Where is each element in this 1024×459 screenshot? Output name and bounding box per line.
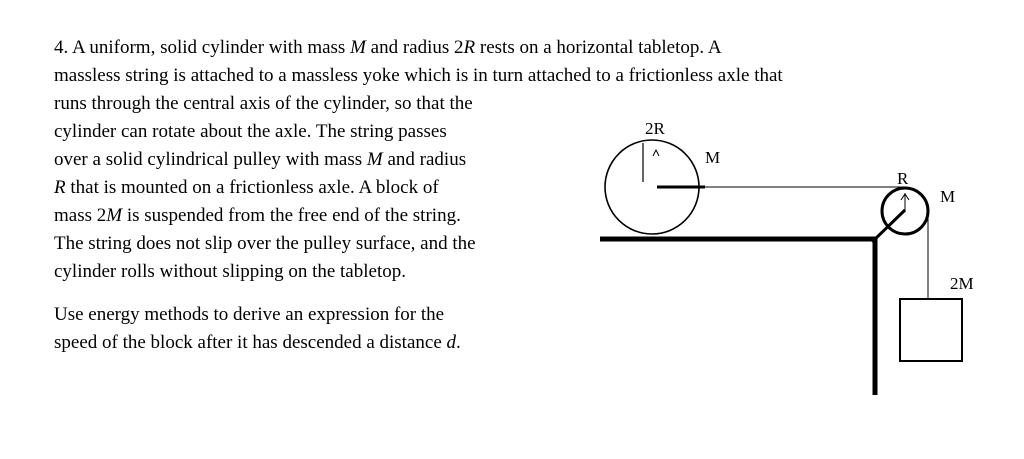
math-symbol: R <box>54 177 66 198</box>
math-symbol: R <box>463 37 476 58</box>
cylinder-mass-label: M <box>705 148 721 167</box>
block-mass-label: 2M <box>950 274 974 293</box>
pulley-radius-label: R <box>897 169 909 188</box>
question-line-1: Use energy methods to derive an expression for the <box>54 304 445 325</box>
problem-line-3: runs through the central axis of the cylinder, so that the <box>54 93 473 114</box>
problem-line-4: cylinder can rotate about the axle. The string passes <box>54 121 447 142</box>
problem-line-5: over a solid cylindrical pulley with mass M and radius <box>54 149 467 170</box>
cylinder-radius-label: 2R <box>645 119 665 138</box>
cylinder-radius-arrow-icon <box>653 150 659 156</box>
problem-line-6: R that is mounted on a frictionless axle. A block of <box>54 177 439 198</box>
math-symbol: M <box>350 37 366 58</box>
problem-line-9: cylinder rolls without slipping on the tabletop. <box>54 261 406 282</box>
math-symbol: M <box>106 205 123 226</box>
problem-line-1: 4. A uniform, solid cylinder with mass M and radius 2R rests on a horizontal tabletop. A <box>54 37 722 58</box>
hanging-block <box>900 299 962 361</box>
pulley-mass-label: M <box>940 187 956 206</box>
problem-line-2: massless string is attached to a massless yoke which is in turn attached to a frictionless axle that <box>54 65 783 86</box>
problem-line-8: The string does not slip over the pulley surface, and the <box>54 233 476 254</box>
math-symbol: M <box>366 149 383 170</box>
problem-line-7: mass 2M is suspended from the free end of the string. <box>54 205 461 226</box>
question-line-2: speed of the block after it has descended a distance d. <box>54 332 461 353</box>
math-symbol: d <box>446 332 457 353</box>
